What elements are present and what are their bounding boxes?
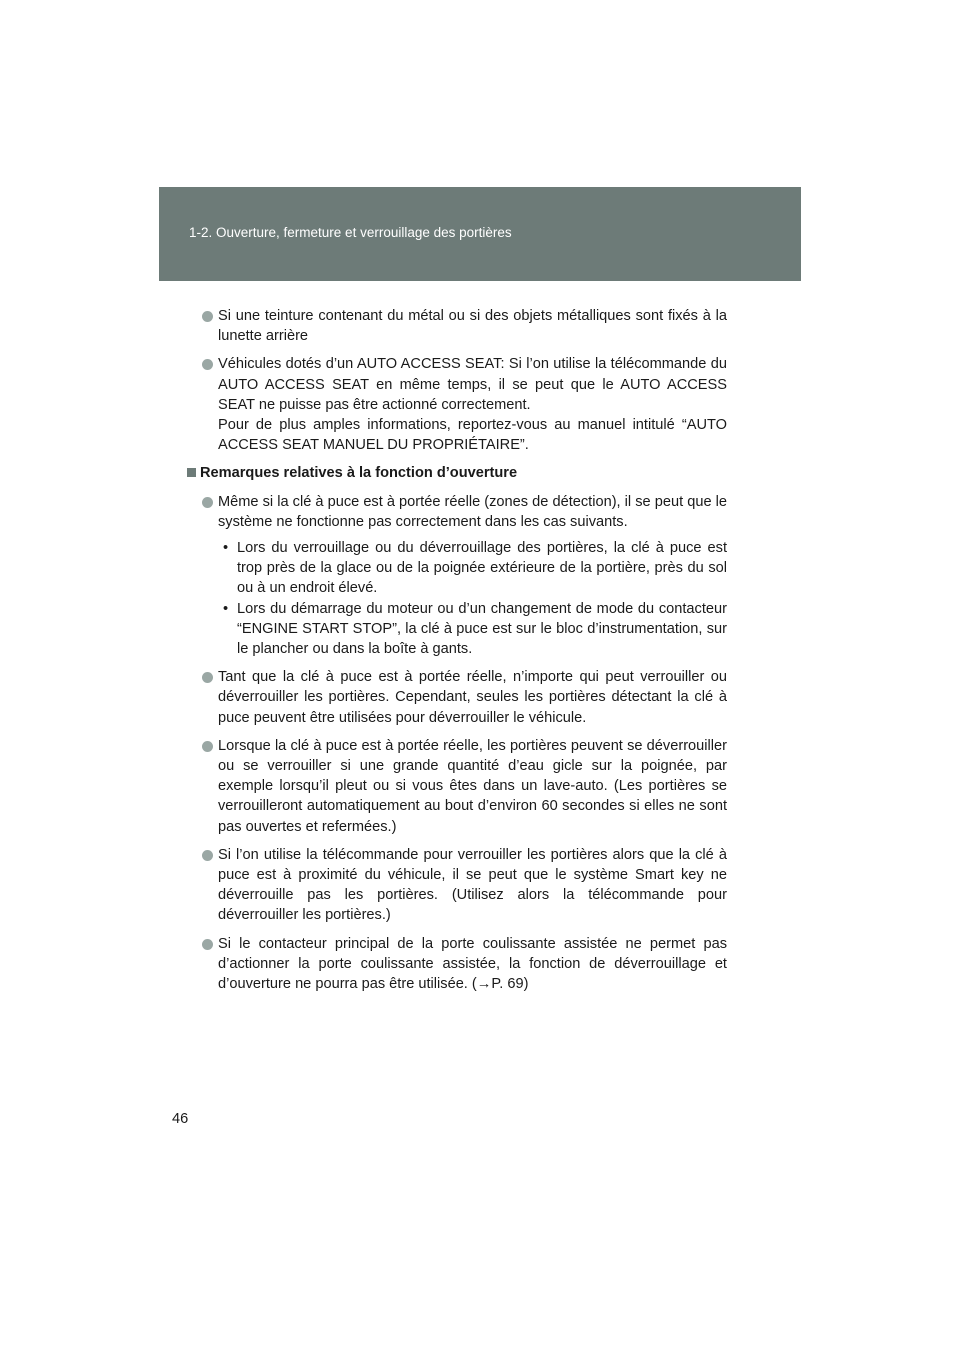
square-bullet-icon <box>187 468 196 477</box>
bullet-item <box>197 934 727 995</box>
sub-item-text: Lors du verrouillage ou du déverrouillage des portières, la clé à puce est trop près de la glace ou de la poignée extérieure de la portière, près du sol ou à un endroit élevé. <box>237 540 727 597</box>
sub-list <box>218 538 727 659</box>
section-heading <box>187 463 727 483</box>
bullet-dot-icon <box>202 359 213 370</box>
bullet-text: Véhicules dotés d’un AUTO ACCESS SEAT: Si l’on utilise la télécommande du AUTO ACCESS SEAT en même temps, il se peut que le AUTO ACCESS SEAT ne puisse pas être actionné correctement. <box>218 356 727 413</box>
sub-list-item <box>218 599 727 660</box>
bullet-text: Si l’on utilise la télécommande pour verrouiller les portières alors que la clé à puce est à proximité du véhicule, il se peut que le système Smart key ne déverrouille pas les portières. (Utilisez alors la télécommande pour déverrouiller les portières.) <box>218 846 727 924</box>
sub-list-item <box>218 538 727 599</box>
bullet-text: Tant que la clé à puce est à portée réelle, n’importe qui peut verrouiller ou déverrouiller les portières. Cependant, seules les portières détectant la clé à puce peuvent être utilisées pour déverrouiller le véhicule. <box>218 669 727 726</box>
bullet-item <box>197 306 727 346</box>
bullet-item <box>197 354 727 455</box>
bullet-dot-icon <box>202 850 213 861</box>
sub-bullet-icon: • <box>223 540 229 557</box>
sub-item-text: Lors du démarrage du moteur ou d’un changement de mode du contacteur “ENGINE START STOP”, la clé à puce est sur le bloc d’instrumentation, sur le plancher ou dans la boîte à gants. <box>237 600 727 658</box>
section-header-band <box>159 187 801 281</box>
bullet-dot-icon <box>202 939 213 950</box>
bullet-item <box>197 736 727 837</box>
bullet-dot-icon <box>202 672 213 683</box>
bullet-dot-icon <box>202 741 213 752</box>
section-title: 1-2. Ouverture, fermeture et verrouillage des portières <box>189 225 512 240</box>
bullet-continuation-text: Pour de plus amples informations, reportez-vous au manuel intitulé “AUTO ACCESS SEAT MANUEL DU PROPRIÉTAIRE”. <box>218 417 727 454</box>
page-number: 46 <box>172 1111 189 1127</box>
section-heading-text: Remarques relatives à la fonction d’ouverture <box>200 465 518 482</box>
bullet-item <box>197 667 727 728</box>
bullet-text: Si le contacteur principal de la porte coulissante assistée ne permet pas d’actionner la porte coulissante assistée, la fonction de déverrouillage et d’ouverture ne pourra pas être utilisée. (→P. 69) <box>218 935 727 993</box>
page-content <box>197 306 727 1002</box>
bullet-item <box>197 845 727 926</box>
bullet-dot-icon <box>202 311 213 322</box>
bullet-text: Même si la clé à puce est à portée réelle (zones de détection), il se peut que le système ne fonctionne pas correctement dans les cas suivants. <box>218 493 727 530</box>
bullet-text: Lorsque la clé à puce est à portée réelle, les portières peuvent se déverrouiller ou se verrouiller si une grande quantité d’eau gicle sur la poignée, par exemple lorsqu’il pleut ou si vous êtes dans un lave-auto. (Les portières se verrouilleront automatiquement au bout d’environ 60 secondes si elles ne sont pas ouvertes et refermées.) <box>218 737 727 835</box>
sub-bullet-icon: • <box>223 600 229 617</box>
bullet-item <box>197 492 727 660</box>
bullet-dot-icon <box>202 497 213 508</box>
bullet-text: Si une teinture contenant du métal ou si des objets métalliques sont fixés à la lunette arrière <box>218 308 727 345</box>
